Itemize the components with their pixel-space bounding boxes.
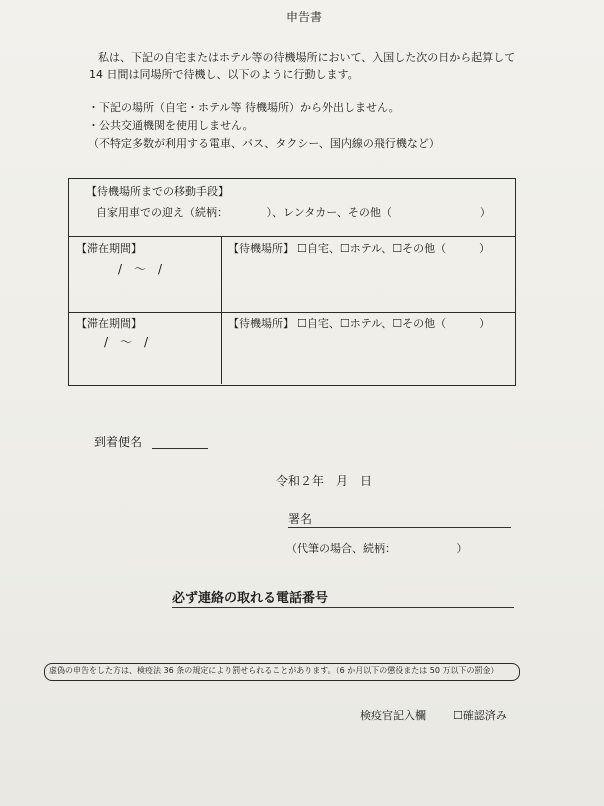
- phone-number-field[interactable]: [172, 607, 514, 608]
- stay-period-field[interactable]: / ～ /: [118, 262, 163, 276]
- wait-place-options[interactable]: ☐自宅、☐ホテル、☐その他（ ）: [297, 242, 491, 255]
- bullet-transport-note: （不特定多数が利用する電車、バス、タクシー、国内線の飛行機など）: [88, 137, 440, 150]
- signature-field[interactable]: [288, 527, 511, 528]
- signature-label: 署名: [288, 512, 313, 526]
- intro-line-2: 14 日間は同場所で待機し、以下のように行動します。: [89, 68, 359, 81]
- officer-field-label: 検疫官記入欄: [360, 709, 426, 722]
- table-divider: [68, 312, 515, 313]
- date-field[interactable]: 令和２年 月 日: [276, 474, 373, 488]
- flight-label: 到着便名: [94, 435, 143, 449]
- transport-heading: 【待機場所までの移動手段】: [86, 185, 229, 198]
- wait-place-label: 【待機場所】: [228, 317, 294, 330]
- stay-period-label: 【滞在期間】: [76, 317, 142, 330]
- intro-line-1: 私は、下記の自宅またはホテル等の待機場所において、入国した次の日から起算して: [98, 51, 516, 64]
- penalty-text: 虚偽の申告をした方は、検疫法 36 条の規定により罰せられることがあります。（6 か月以下の懲役または 50 万以下の罰金）: [49, 666, 499, 675]
- confirmed-checkbox[interactable]: ☐確認済み: [453, 709, 507, 722]
- stay-period-field[interactable]: / ～ /: [104, 335, 149, 349]
- proxy-relationship-field[interactable]: （代筆の場合、続柄： ）: [286, 542, 468, 555]
- bullet-no-outing: ・下記の場所（自宅・ホテル等 待機場所）から外出しません。: [88, 101, 400, 114]
- transport-options[interactable]: 自家用車での迎え（続柄： ）、レンタカー、その他（ ）: [96, 206, 491, 219]
- flight-number-field[interactable]: [152, 448, 208, 449]
- page-title: 申告書: [286, 10, 323, 24]
- wait-place-options[interactable]: ☐自宅、☐ホテル、☐その他（ ）: [297, 317, 491, 330]
- penalty-notice: [44, 663, 520, 681]
- table-divider: [68, 236, 515, 237]
- bullet-no-public-transport: ・公共交通機関を使用しません。: [88, 119, 254, 132]
- wait-place-label: 【待機場所】: [228, 242, 294, 255]
- stay-period-label: 【滞在期間】: [76, 242, 142, 255]
- table-divider: [221, 236, 222, 384]
- phone-label: 必ず連絡の取れる電話番号: [172, 591, 329, 606]
